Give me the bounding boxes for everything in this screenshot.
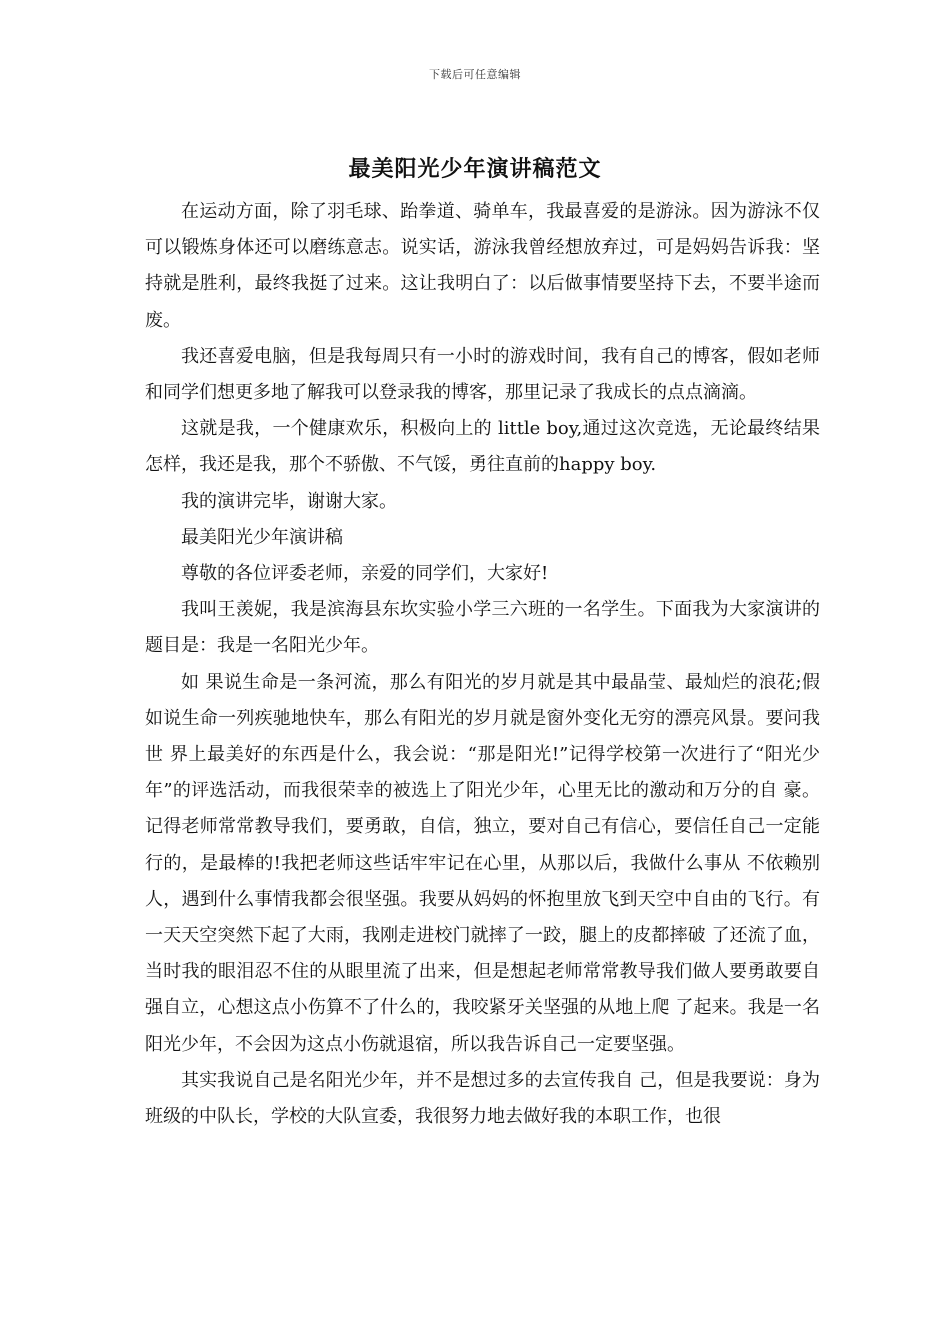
document-body (145, 194, 820, 1135)
header-note: 下载后可任意编辑 (429, 68, 521, 81)
document-title: 最美阳光少年演讲稿范文 (348, 156, 602, 182)
paragraph: 这就是我，一个健康欢乐，积极向上的 little boy,通过这次竞选，无论最终结果怎样，我还是我，那个不骄傲、不气馁，勇往直前的happy boy. (145, 418, 820, 476)
paragraph: 在运动方面，除了羽毛球、跆拳道、骑单车，我最喜爱的是游泳。因为游泳不仅可以锻炼身体还可以磨练意志。说实话，游泳我曾经想放弃过，可是妈妈告诉我：坚持就是胜利，最终我挺了过来。这让我明白了：以后做事情要坚持下去，不要半途而废。 (145, 201, 820, 331)
greeting-paragraph: 尊敬的各位评委老师，亲爱的同学们，大家好! (181, 563, 549, 585)
paragraph: 其实我说自己是名阳光少年，并不是想过多的去宣传我自 己，但是我要说：身为班级的中队长，学校的大队宣委，我很努力地去做好我的本职工作，也很 (145, 1069, 820, 1128)
paragraph: 如 果说生命是一条河流，那么有阳光的岁月就是其中最晶莹、最灿烂的浪花;假如说生命一列疾驰地快车，那么有阳光的岁月就是窗外变化无穷的漂亮风景。要问我世 界上最美好的东西是什么，我会说：“那是阳光!”记得学校第一次进行了“阳光少年”的评选活动，而我很荣幸的被选上了阳光少年，心里无比的激动和万分的自 豪。记得老师常常教导我们，要勇敢，自信，独立，要对自己有信心，要信任自己一定能行的，是最棒的!我把老师这些话牢牢记在心里，从那以后，我做什么事从 不依赖别人，遇到什么事情我都会很坚强。我要从妈妈的怀抱里放飞到天空中自由的飞行。有一天天空突然下起了大雨，我刚走进校门就摔了一跤，腿上的皮都摔破 了还流了血，当时我的眼泪忍不住的从眼里流了出来，但是想起老师常常教导我们做人要勇敢要自强自立，心想这点小伤算不了什么的，我咬紧牙关坚强的从地上爬 了起来。我是一名阳光少年，不会因为这点小伤就退宿，所以我告诉自己一定要坚强。 (145, 671, 820, 1055)
paragraph: 我叫王羡妮，我是滨海县东坎实验小学三六班的一名学生。下面我为大家演讲的题目是：我是一名阳光少年。 (145, 599, 820, 657)
paragraph: 我的演讲完毕，谢谢大家。 (181, 490, 397, 512)
paragraph: 我还喜爱电脑，但是我每周只有一小时的游戏时间，我有自己的博客，假如老师和同学们想更多地了解我可以登录我的博客，那里记录了我成长的点点滴滴。 (145, 345, 820, 404)
subheading-paragraph: 最美阳光少年演讲稿 (181, 526, 343, 548)
